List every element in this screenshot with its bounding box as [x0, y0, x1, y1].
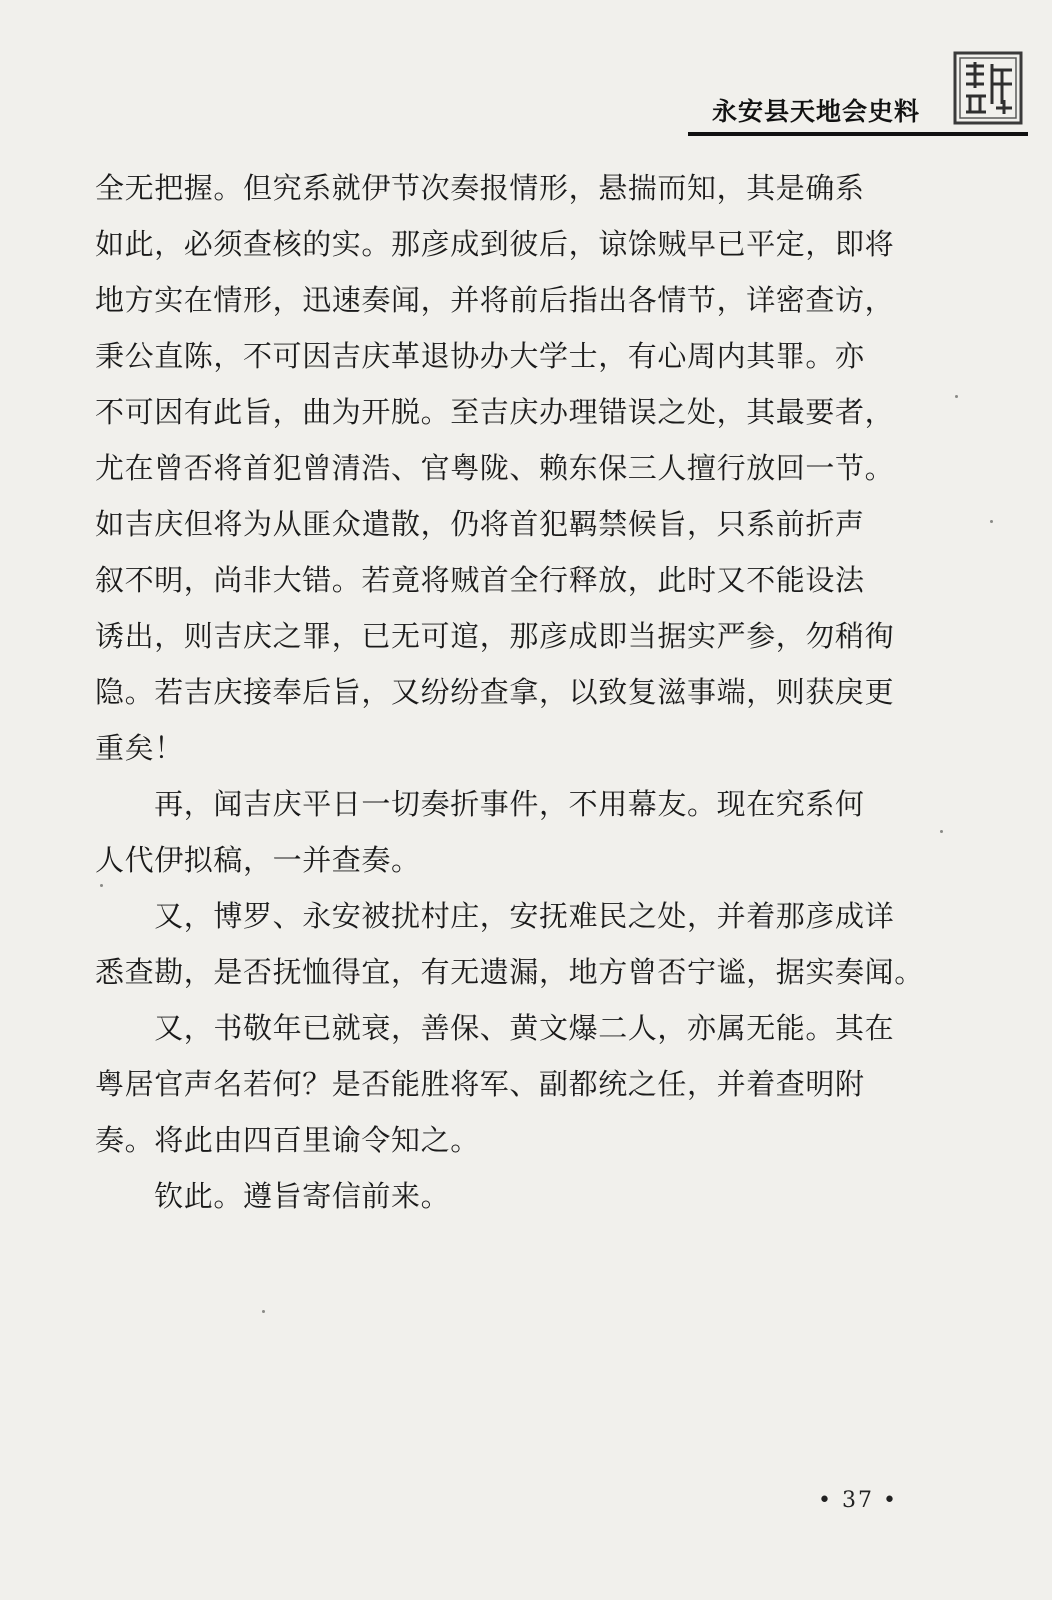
text-line: 钦此。遵旨寄信前来。 — [95, 1179, 451, 1213]
text-line: 粤居官声名若何？是否能胜将军、副都统之任，并着查明附 — [95, 1067, 865, 1101]
text-line: 地方实在情形，迅速奏闻，并将前后指出各情节，详密查访， — [95, 283, 895, 317]
body-text — [95, 160, 925, 1224]
running-title: 永安县天地会史料 — [711, 97, 920, 126]
paper-speck — [100, 884, 103, 887]
seal-stamp-icon — [952, 50, 1024, 126]
running-header — [680, 88, 920, 128]
text-line: 叙不明，尚非大错。若竟将贼首全行释放，此时又不能设法 — [95, 563, 865, 597]
paper-speck — [940, 830, 943, 833]
text-line: 悉查勘，是否抚恤得宜，有无遗漏，地方曾否宁谧，据实奏闻。 — [95, 955, 924, 989]
text-line: 不可因有此旨，曲为开脱。至吉庆办理错误之处，其最要者， — [95, 395, 895, 429]
header-rule — [688, 132, 1028, 136]
text-line: 诱出，则吉庆之罪，已无可逭，那彦成即当据实严参，勿稍徇 — [95, 619, 895, 653]
text-line: 全无把握。但究系就伊节次奏报情形，悬揣而知，其是确系 — [95, 171, 865, 205]
text-line: 又，博罗、永安被扰村庄，安抚难民之处，并着那彦成详 — [95, 899, 895, 933]
paper-speck — [262, 1310, 265, 1313]
text-line: 秉公直陈，不可因吉庆革退协办大学士，有心周内其罪。亦 — [95, 339, 865, 373]
text-line: 隐。若吉庆接奉后旨，又纷纷查拿，以致复滋事端，则获戾更 — [95, 675, 895, 709]
text-line: 如吉庆但将为从匪众遣散，仍将首犯羁禁候旨，只系前折声 — [95, 507, 865, 541]
page-number: • 37 • — [818, 1488, 898, 1513]
text-line: 尤在曾否将首犯曾清浩、官粤陇、赖东保三人擅行放回一节。 — [95, 451, 895, 485]
paper-speck — [990, 520, 993, 523]
text-line: 重矣！ — [95, 731, 184, 765]
text-line: 人代伊拟稿，一并查奏。 — [95, 843, 421, 877]
text-line: 奏。将此由四百里谕令知之。 — [95, 1123, 480, 1157]
text-line: 再，闻吉庆平日一切奏折事件，不用幕友。现在究系何 — [95, 787, 865, 821]
text-line: 又，书敬年已就衰，善保、黄文爆二人，亦属无能。其在 — [95, 1011, 895, 1045]
text-line: 如此，必须查核的实。那彦成到彼后，谅馀贼早已平定，即将 — [95, 227, 895, 261]
paper-speck — [955, 395, 958, 398]
